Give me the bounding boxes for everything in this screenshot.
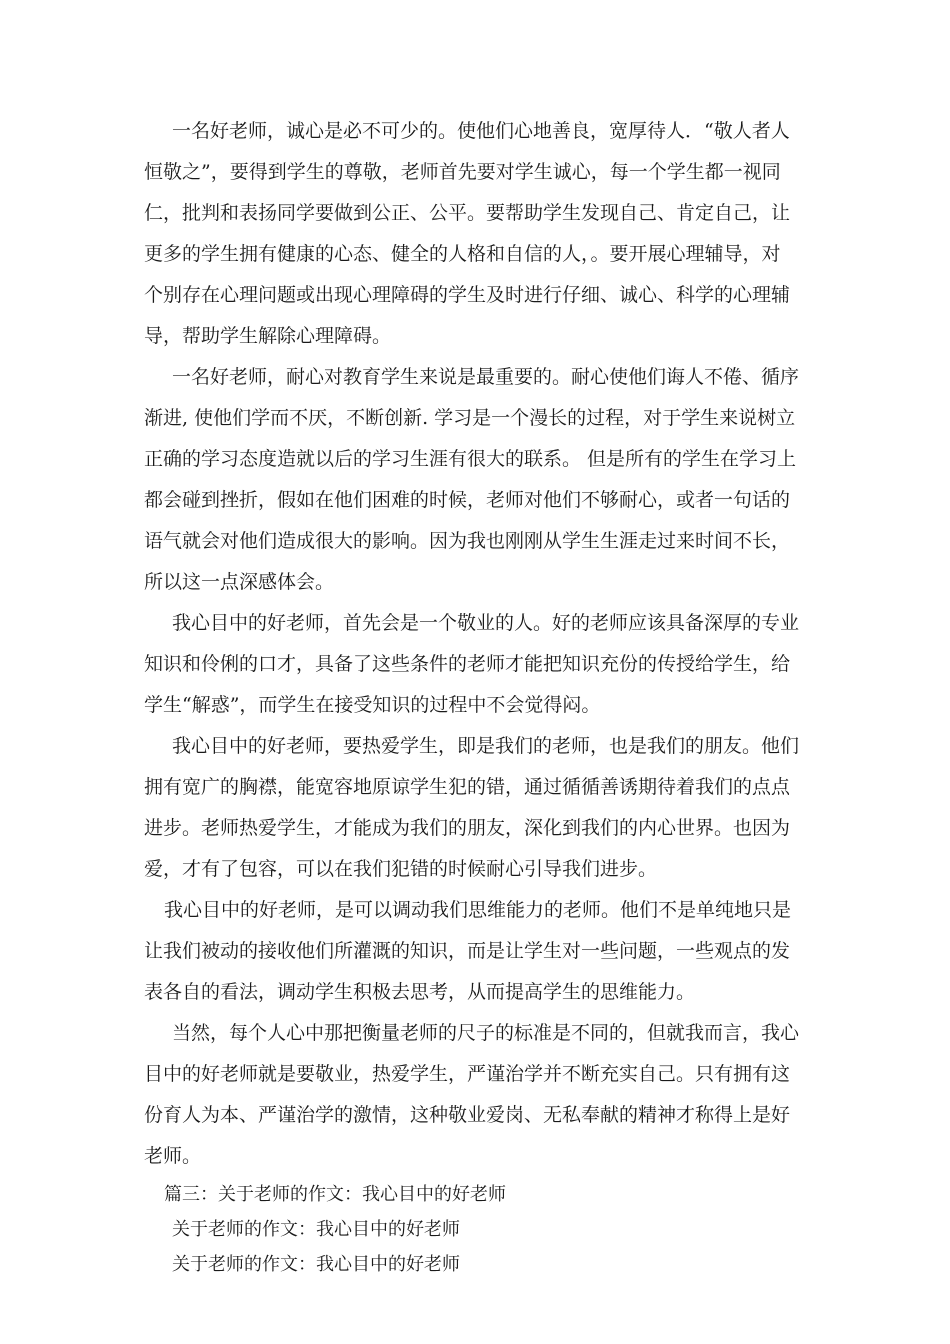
paragraph-line: 当然，每个人心中那把衡量老师的尺子的标准是不同的，但就我而言，我心 [172,1022,800,1044]
paragraph-line: 拥有宽广的胸襟，能宽容地原谅学生犯的错，通过循循善诱期待着我们的点点 [144,776,791,798]
paragraph-line: 一名好老师，耐心对教育学生来说是最重要的。耐心使他们诲人不倦、循序 [172,366,800,388]
paragraph-line: 我心目中的好老师，要热爱学生，即是我们的老师，也是我们的朋友。他们 [172,735,800,757]
paragraph-line: 更多的学生拥有健康的心态、健全的人格和自信的人，。要开展心理辅导，对 [144,243,781,265]
paragraph-line: 恒敬之”，要得到学生的尊敬，老师首先要对学生诚心，每一个学生都一视同 [144,161,781,183]
paragraph-line: 让我们被动的接收他们所灌溉的知识，而是让学生对一些问题，一些观点的发 [144,940,791,962]
paragraph-line: 个别存在心理问题或出现心理障碍的学生及时进行仔细、诚心、科学的心理辅 [144,284,791,306]
paragraph-line: 仁，批判和表扬同学要做到公正、公平。要帮助学生发现自己、肯定自己，让 [144,202,791,224]
paragraph-line: 知识和伶俐的口才，具备了这些条件的老师才能把知识充份的传授给学生，给 [144,653,791,675]
paragraph-line: 老师。 [144,1145,202,1167]
section-heading: 关于老师的作文：我心目中的好老师 [172,1254,460,1275]
paragraph-line: 爱，才有了包容，可以在我们犯错的时候耐心引导我们进步。 [144,858,658,880]
paragraph-line: 目中的好老师就是要敬业，热爱学生，严谨治学并不断充实自己。只有拥有这 [144,1063,791,1085]
paragraph-line: 学生“解惑”，而学生在接受知识的过程中不会觉得闷。 [144,694,601,716]
paragraph-line: 表各自的看法，调动学生积极去思考，从而提高学生的思维能力。 [144,981,696,1003]
paragraph-line: 份育人为本、严谨治学的激情，这种敬业爱岗、无私奉献的精神才称得上是好 [144,1104,791,1126]
paragraph-line: 进步。老师热爱学生，才能成为我们的朋友，深化到我们的内心世界。也因为 [144,817,791,839]
paragraph-line: 都会碰到挫折，假如在他们困难的时候，老师对他们不够耐心，或者一句话的 [144,489,791,511]
section-heading: 篇三：关于老师的作文：我心目中的好老师 [164,1184,506,1205]
section-heading: 关于老师的作文：我心目中的好老师 [172,1219,460,1240]
paragraph-line: 我心目中的好老师，首先会是一个敬业的人。好的老师应该具备深厚的专业 [172,612,800,634]
paragraph-line: 正确的学习态度造就以后的学习生涯有很大的联系。 但是所有的学生在学习上 [144,448,797,470]
paragraph-line: 所以这一点深感体会。 [144,571,335,593]
paragraph-line: 我心目中的好老师，是可以调动我们思维能力的老师。他们不是单纯地只是 [164,899,792,921]
paragraph-line: 渐进, 使他们学而不厌，不断创新. 学习是一个漫长的过程，对于学生来说树立 [144,407,796,429]
paragraph-line: 一名好老师，诚心是必不可少的。使他们心地善良，宽厚待人．“敬人者人 [172,120,790,142]
paragraph-line: 语气就会对他们造成很大的影响。因为我也刚刚从学生生涯走过来时间不长， [144,530,791,552]
paragraph-line: 导，帮助学生解除心理障碍。 [144,325,392,347]
